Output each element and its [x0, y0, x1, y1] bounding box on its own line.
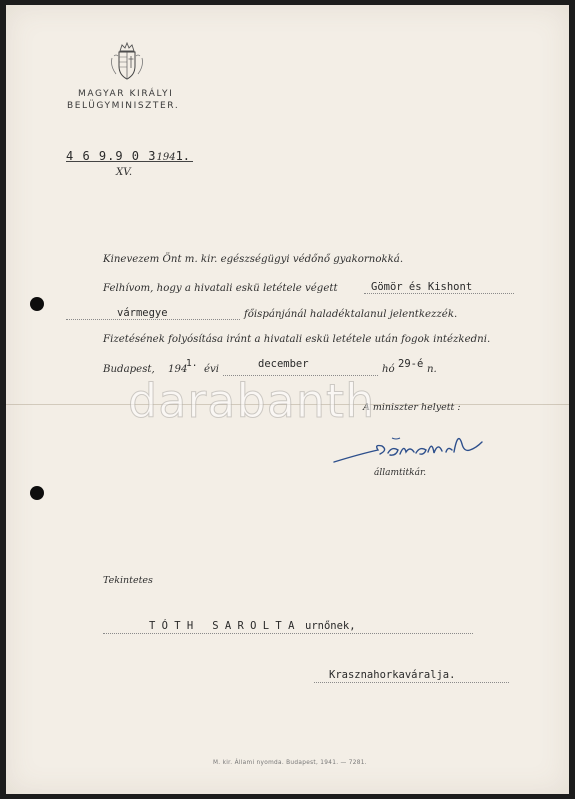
reference-number-block — [66, 145, 193, 162]
dotted-field — [314, 682, 509, 683]
printer-footer: M. kir. Állami nyomda. Budapest, 1941. — 7281. — [213, 760, 367, 766]
recipient-suffix-typed: urnőnek, — [305, 620, 356, 632]
body-line-2-print: Felhívom, hogy a hivatali eskü letétele végett — [103, 283, 338, 294]
date-n: n. — [427, 364, 437, 375]
header-line-2: BELÜGYMINISZTER. — [67, 101, 180, 111]
body-line-4: Fizetésének folyósítása iránt a hivatali eskü letétele után fogok intézkedni. — [103, 334, 491, 345]
for-minister-label: A miniszter helyett : — [363, 402, 461, 413]
reference-year-typed: 1. — [175, 149, 191, 163]
recipient-name-typed: T Ó T H S A R O L T A — [149, 620, 295, 632]
county-word-typed: vármegye — [117, 307, 168, 319]
punch-hole — [30, 297, 44, 311]
date-month-typed: december — [258, 358, 309, 370]
county-name-typed: Gömör és Kishont — [371, 281, 473, 293]
dotted-field — [103, 633, 473, 634]
signatory-title: államtitkár. — [374, 468, 427, 478]
punch-hole — [30, 486, 44, 500]
date-day-typed: 29-é — [398, 358, 424, 370]
date-ho: hó — [382, 364, 395, 375]
department-code: XV. — [116, 167, 133, 178]
dotted-field — [66, 319, 240, 320]
date-year-printed: 194 — [168, 364, 188, 375]
body-line-1: Kinevezem Önt m. kir. egészségügyi védőnő gyakornokká. — [103, 254, 404, 265]
date-evi: évi — [204, 364, 220, 375]
recipient-place-typed: Krasznahorkaváralja. — [329, 669, 456, 681]
dotted-field — [364, 293, 514, 294]
coat-of-arms-icon — [108, 42, 146, 84]
body-line-3-print: főispánjánál haladéktalanul jelentkezzék. — [244, 309, 458, 320]
header-line-1: MAGYAR KIRÁLYI — [78, 89, 174, 99]
date-place: Budapest, — [103, 364, 155, 375]
reference-year-printed: 194 — [156, 152, 176, 163]
date-year-typed: 1. — [186, 358, 198, 369]
salutation: Tekintetes — [103, 575, 153, 586]
reference-number: 4 6 9.9 0 3 — [66, 149, 157, 163]
watermark-text: darabanth — [128, 374, 376, 428]
